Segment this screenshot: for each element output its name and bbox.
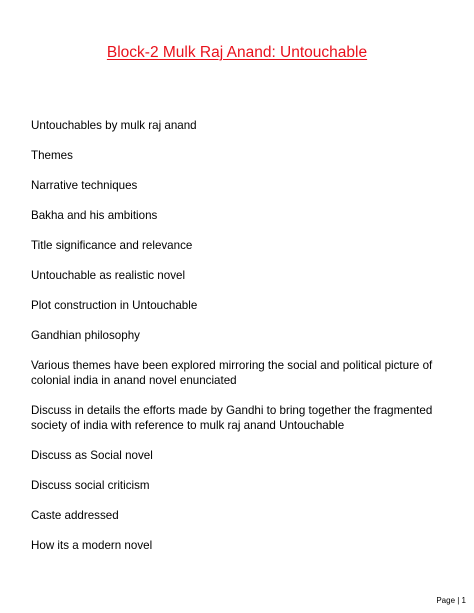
topic-item: Discuss as Social novel — [31, 449, 153, 462]
page-number-footer: Page | 1 — [436, 596, 466, 605]
topic-item: Untouchables by mulk raj anand — [31, 119, 197, 132]
topic-item: Various themes have been explored mirroring the social and political picture of colonial india in anand novel enunciated — [31, 359, 433, 387]
topic-item: Discuss in details the efforts made by Gandhi to bring together the fragmented society of india with reference to mulk raj anand Untouchable — [31, 404, 433, 432]
topic-item: Discuss social criticism — [31, 479, 150, 492]
topic-item: Gandhian philosophy — [31, 329, 140, 342]
topic-item: Untouchable as realistic novel — [31, 269, 186, 282]
topic-item: Plot construction in Untouchable — [31, 299, 198, 312]
topic-item: Bakha and his ambitions — [31, 209, 158, 222]
topic-item: Title significance and relevance — [31, 239, 193, 252]
topic-item: Themes — [31, 149, 73, 162]
topic-item: Narrative techniques — [31, 179, 138, 192]
topic-list — [31, 118, 451, 568]
topic-item: How its a modern novel — [31, 539, 153, 552]
document-title: Block-2 Mulk Raj Anand: Untouchable — [106, 44, 368, 61]
topic-item: Caste addressed — [31, 509, 119, 522]
